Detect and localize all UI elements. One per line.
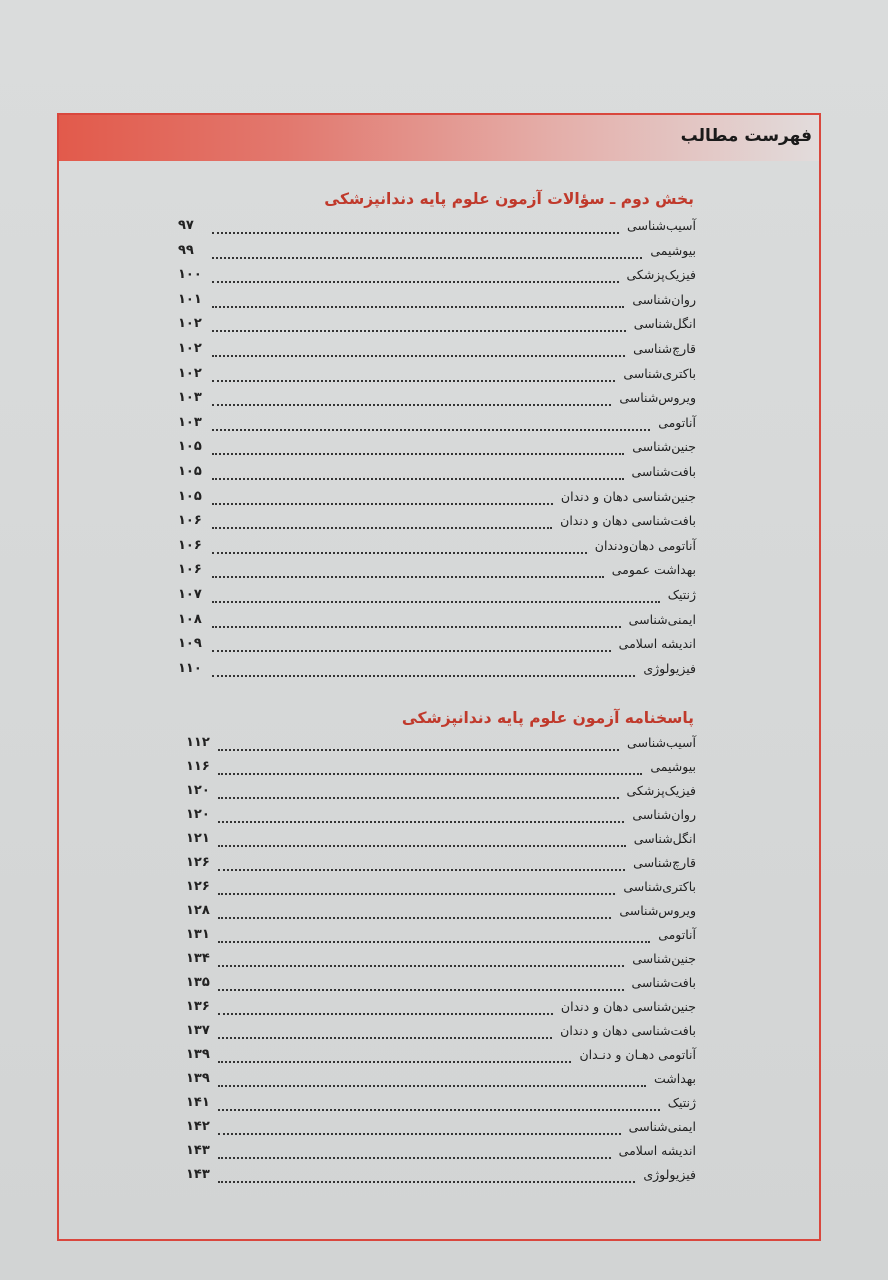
toc-entry-label: بهداشت عمومی <box>611 562 696 578</box>
toc-leader-dots <box>218 1181 635 1183</box>
toc-entry <box>0 1044 888 1068</box>
toc-entry <box>0 876 888 900</box>
toc-entry <box>0 780 888 804</box>
toc-entry-page-number: ۱۴۳ <box>186 1143 210 1158</box>
toc-entry <box>0 215 888 239</box>
toc-entry-page-number: ۱۴۱ <box>186 1095 210 1110</box>
toc-entry <box>0 972 888 996</box>
toc-leader-dots <box>212 576 604 578</box>
toc-entry-label: قارچ‌شناسی <box>633 855 696 870</box>
toc-entry-label: بافت‌شناسی <box>631 975 696 990</box>
toc-entry-page-number: ۱۱۶ <box>186 759 210 774</box>
toc-entry <box>0 510 888 534</box>
toc-entry <box>0 1092 888 1116</box>
toc-entry-label: قارچ‌شناسی <box>633 341 696 356</box>
toc-leader-dots <box>212 306 624 308</box>
toc-entry <box>0 852 888 876</box>
toc-entry <box>0 461 888 485</box>
toc-entry-label: آناتومی دهان‌ودندان <box>594 537 696 553</box>
toc-entry-page-number: ۹۹ <box>178 242 194 258</box>
toc-leader-dots <box>218 1157 611 1159</box>
toc-entry-page-number: ۱۰۵ <box>178 439 202 455</box>
toc-leader-dots <box>218 1133 621 1135</box>
toc-entry <box>0 828 888 852</box>
toc-leader-dots <box>218 1085 646 1087</box>
toc-entry-page-number: ۱۲۶ <box>186 855 210 870</box>
section-title-questions: بخش دوم ـ سؤالات آزمون علوم پایه دندانپزشکی <box>324 190 694 208</box>
toc-entry-label: آناتومی <box>658 414 696 430</box>
toc-entry <box>0 264 888 288</box>
toc-entry-label: جنین‌شناسی <box>632 951 696 966</box>
toc-entry <box>0 387 888 411</box>
toc-entry-label: ایمنی‌شناسی <box>628 611 696 627</box>
toc-entry-page-number: ۱۱۲ <box>186 735 210 750</box>
toc-leader-dots <box>212 552 587 554</box>
toc-entry <box>0 240 888 264</box>
toc-entry-label: ژنتیک <box>667 587 696 602</box>
toc-entry-label: انگل‌شناسی <box>633 831 696 846</box>
toc-entry-label: آناتومی دهـان و دنـدان <box>579 1047 696 1062</box>
toc-entry <box>0 535 888 559</box>
toc-entry-page-number: ۱۳۹ <box>186 1047 210 1062</box>
page-title: فهرست مطالب <box>680 126 812 146</box>
toc-entry <box>0 1140 888 1164</box>
toc-entry-label: آسیب‌شناسی <box>627 735 696 750</box>
toc-entry-label: فیزیولوژی <box>643 660 696 676</box>
toc-entry-page-number: ۱۰۲ <box>178 341 202 356</box>
toc-leader-dots <box>212 355 625 357</box>
toc-leader-dots <box>218 989 624 991</box>
toc-leader-dots <box>212 478 624 480</box>
toc-leader-dots <box>218 821 624 823</box>
toc-leader-dots <box>218 869 625 871</box>
toc-leader-dots <box>218 1013 553 1015</box>
toc-entry <box>0 732 888 756</box>
toc-entry-label: بیوشیمی <box>650 759 696 774</box>
toc-entry <box>0 584 888 608</box>
toc-entry-label: آناتومی <box>658 927 696 942</box>
toc-entry-page-number: ۱۰۲ <box>178 365 202 381</box>
toc-leader-dots <box>212 257 642 259</box>
toc-leader-dots <box>218 941 650 943</box>
toc-leader-dots <box>218 893 615 895</box>
toc-leader-dots <box>212 675 635 677</box>
toc-entry-page-number: ۱۰۱ <box>178 291 202 307</box>
toc-leader-dots <box>212 453 624 455</box>
toc-entry <box>0 996 888 1020</box>
toc-entry <box>0 948 888 972</box>
toc-entry-page-number: ۱۰۳ <box>178 414 202 430</box>
toc-entry-label: بافت‌شناسی <box>631 464 696 479</box>
toc-entry-page-number: ۱۲۰ <box>186 807 210 822</box>
toc-entry-page-number: ۱۳۹ <box>186 1071 210 1086</box>
toc-entry-page-number: ۱۳۱ <box>186 927 210 942</box>
toc-leader-dots <box>212 232 619 234</box>
toc-entry-page-number: ۱۰۵ <box>178 464 202 479</box>
toc-entry <box>0 658 888 682</box>
toc-entry <box>0 1164 888 1188</box>
toc-entry-page-number: ۱۰۲ <box>178 316 202 332</box>
toc-entry-label: فیزیولوژی <box>643 1167 696 1182</box>
toc-leader-dots <box>218 1061 571 1063</box>
toc-entry-label: ویروس‌شناسی <box>619 903 696 918</box>
toc-entry-label: فیزیک‌پزشکی <box>626 267 696 283</box>
toc-entry-page-number: ۱۳۷ <box>186 1023 210 1038</box>
toc-entry-label: باکتری‌شناسی <box>623 879 696 894</box>
toc-leader-dots <box>218 1037 552 1039</box>
toc-entry-label: روان‌شناسی <box>632 291 696 307</box>
toc-entry <box>0 1116 888 1140</box>
toc-entry-page-number: ۱۳۴ <box>186 951 210 966</box>
toc-entry <box>0 633 888 657</box>
toc-entry-page-number: ۱۰۸ <box>178 611 202 627</box>
toc-entry <box>0 756 888 780</box>
toc-leader-dots <box>218 917 611 919</box>
toc-entry-label: آسیب‌شناسی <box>627 218 696 233</box>
toc-entry-label: ژنتیک <box>667 1095 696 1110</box>
toc-entry <box>0 609 888 633</box>
toc-entry-label: ویروس‌شناسی <box>619 390 696 406</box>
toc-leader-dots <box>212 601 660 603</box>
toc-leader-dots <box>218 749 619 751</box>
toc-entry-page-number: ۱۰۶ <box>178 513 202 529</box>
toc-leader-dots <box>218 845 626 847</box>
toc-leader-dots <box>212 650 611 652</box>
toc-entry <box>0 1068 888 1092</box>
toc-entry-page-number: ۱۲۸ <box>186 903 210 918</box>
toc-entry-label: روان‌شناسی <box>632 807 696 822</box>
toc-entry <box>0 486 888 510</box>
toc-entry-label: باکتری‌شناسی <box>623 365 696 381</box>
toc-entry-label: انگل‌شناسی <box>633 316 696 332</box>
toc-leader-dots <box>218 1109 660 1111</box>
toc-leader-dots <box>212 429 650 431</box>
toc-entry-label: بهداشت <box>653 1071 696 1086</box>
toc-entry <box>0 924 888 948</box>
toc-entry-label: بافت‌شناسی دهان و دندان <box>560 1023 696 1038</box>
toc-entry-page-number: ۱۰۵ <box>178 488 202 504</box>
toc-entry <box>0 412 888 436</box>
toc-entry-page-number: ۱۰۰ <box>178 267 202 283</box>
toc-entry-page-number: ۱۰۶ <box>178 537 202 553</box>
toc-entry-page-number: ۱۳۶ <box>186 999 210 1014</box>
toc-leader-dots <box>212 330 626 332</box>
toc-entry-page-number: ۱۰۶ <box>178 562 202 578</box>
toc-leader-dots <box>212 527 552 529</box>
toc-leader-dots <box>212 380 615 382</box>
toc-entry-page-number: ۱۱۰ <box>178 660 202 676</box>
toc-entry <box>0 900 888 924</box>
toc-entry-label: ایمنی‌شناسی <box>628 1119 696 1134</box>
toc-entry-page-number: ۱۴۲ <box>186 1119 210 1134</box>
toc-leader-dots <box>212 626 621 628</box>
toc-entry-page-number: ۱۰۳ <box>178 390 202 406</box>
toc-entry-label: اندیشه اسلامی <box>618 1143 696 1158</box>
toc-leader-dots <box>212 404 611 406</box>
toc-entry <box>0 436 888 460</box>
toc-entry-label: جنین‌شناسی دهان و دندان <box>560 488 696 504</box>
toc-entry-page-number: ۱۰۹ <box>178 636 202 652</box>
toc-entry-page-number: ۹۷ <box>178 218 194 233</box>
toc-entry-label: بیوشیمی <box>650 242 696 258</box>
toc-entry-label: بافت‌شناسی دهان و دندان <box>560 513 696 529</box>
toc-entry <box>0 338 888 362</box>
toc-leader-dots <box>218 965 624 967</box>
toc-entry-page-number: ۱۰۷ <box>178 587 202 602</box>
toc-entry <box>0 804 888 828</box>
toc-entry <box>0 1020 888 1044</box>
toc-entry-page-number: ۱۲۱ <box>186 831 210 846</box>
toc-entry-label: اندیشه اسلامی <box>618 636 696 652</box>
toc-entry <box>0 313 888 337</box>
section-title-answers: پاسخنامه آزمون علوم پایه دندانپزشکی <box>401 709 694 727</box>
toc-entry <box>0 289 888 313</box>
toc-entry-page-number: ۱۲۶ <box>186 879 210 894</box>
toc-leader-dots <box>218 773 642 775</box>
toc-leader-dots <box>212 503 553 505</box>
toc-entry-page-number: ۱۳۵ <box>186 975 210 990</box>
toc-leader-dots <box>212 281 619 283</box>
toc-entry-label: جنین‌شناسی <box>632 439 696 455</box>
toc-leader-dots <box>218 797 619 799</box>
toc-entry <box>0 559 888 583</box>
toc-entry-label: جنین‌شناسی دهان و دندان <box>560 999 696 1014</box>
toc-entry-page-number: ۱۲۰ <box>186 783 210 798</box>
toc-entry <box>0 363 888 387</box>
toc-entry-page-number: ۱۴۳ <box>186 1167 210 1182</box>
toc-entry-label: فیزیک‌پزشکی <box>626 783 696 798</box>
